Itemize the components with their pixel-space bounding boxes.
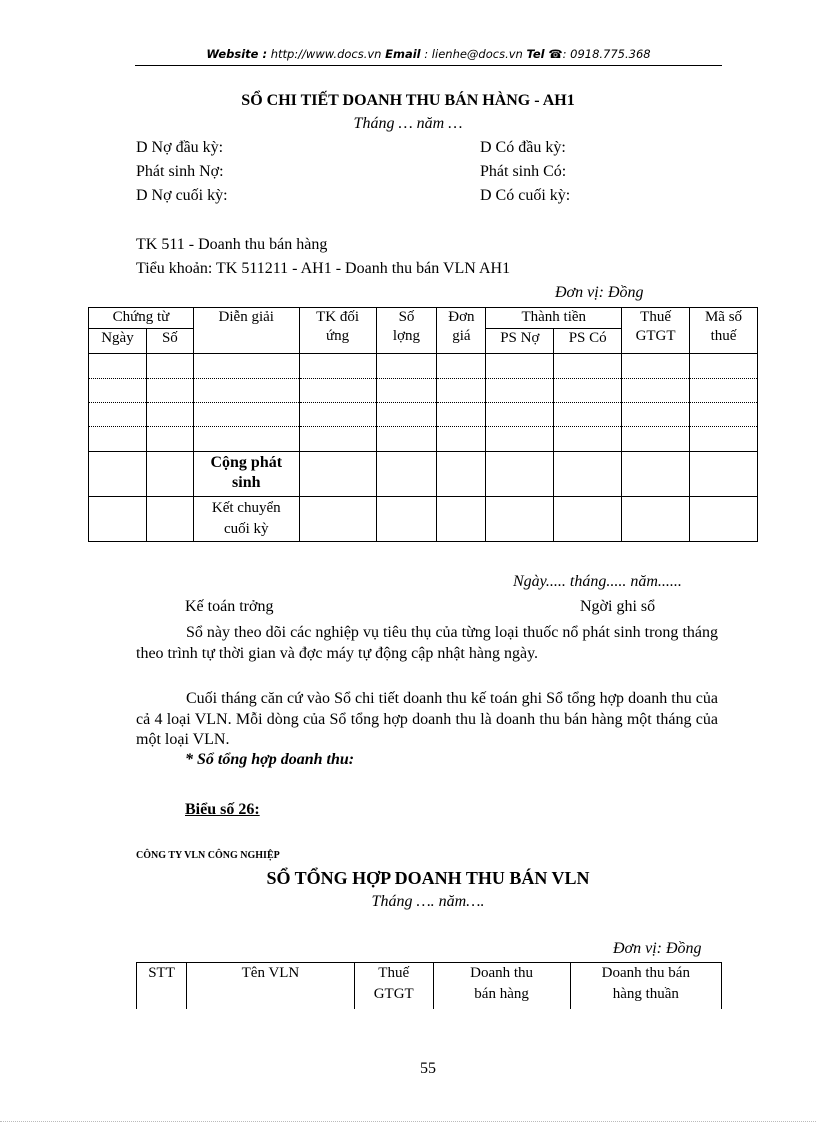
page-number: 55	[420, 1060, 436, 1077]
company-name: CÔNG TY VLN CÔNG NGHIỆP	[136, 850, 280, 861]
summary-title: SỔ TỔNG HỢP DOANH THU BÁN VLN	[266, 868, 590, 888]
paragraph-1: Sổ này theo dõi các nghiệp vụ tiêu thụ của từng loại thuốc nổ phát sinh trong tháng theo trình tự thời gian và đợc máy tự động cập nhật hàng ngày.	[136, 624, 718, 662]
accountant-label: Kế toán trởng	[185, 598, 274, 615]
col-price: Đơn giá	[437, 308, 486, 354]
page-bottom-rule	[0, 1121, 816, 1122]
tel-value: : 0918.775.368	[562, 47, 651, 61]
col-vat: Thuế GTGT	[622, 308, 690, 354]
total-row	[89, 452, 758, 497]
opening-credit: D Có đầu kỳ:	[480, 139, 566, 156]
table-row	[89, 354, 758, 379]
col-account: TK đối ứng	[299, 308, 376, 354]
col-revenue: Doanh thu bán hàng	[433, 963, 570, 1009]
form-label: Biểu số 26:	[185, 801, 260, 818]
col-ps-debit: PS Nợ	[486, 329, 554, 354]
col-taxcode: Mã số thuế	[690, 308, 758, 354]
col-ps-credit: PS Có	[554, 329, 622, 354]
phone-icon: ☎	[548, 47, 563, 61]
summary-unit: Đơn vị: Đồng	[613, 940, 702, 957]
col-voucher: Chứng từ	[89, 308, 194, 329]
table-row	[89, 403, 758, 427]
arising-debit: Phát sinh Nợ:	[136, 163, 224, 180]
ledger-title: SỔ CHI TIẾT DOANH THU BÁN HÀNG - AH1	[241, 92, 575, 109]
opening-debit: D Nợ đầu kỳ:	[136, 139, 224, 156]
col-amount: Thành tiền	[486, 308, 622, 329]
col-net-revenue: Doanh thu bán hàng thuần	[570, 963, 721, 1009]
website-url[interactable]: http://www.docs.vn	[270, 47, 382, 61]
header-rule	[135, 65, 722, 66]
total-label: Cộng phát sinh	[193, 452, 299, 497]
col-date: Ngày	[89, 329, 147, 354]
signature-date: Ngày..... tháng..... năm......	[513, 573, 682, 590]
col-description: Diễn giải	[193, 308, 299, 354]
page-header	[135, 47, 722, 61]
carry-row	[89, 497, 758, 542]
table-row	[89, 427, 758, 452]
account-line: TK 511 - Doanh thu bán hàng	[136, 236, 328, 253]
col-quantity: Số lợng	[376, 308, 437, 354]
email-value[interactable]: : lienhe@docs.vn	[424, 47, 523, 61]
col-vat: Thuế GTGT	[354, 963, 433, 1009]
closing-debit: D Nợ cuối kỳ:	[136, 187, 228, 204]
ledger-table	[88, 307, 758, 542]
closing-credit: D Có cuối kỳ:	[480, 187, 571, 204]
unit-label: Đơn vị: Đồng	[555, 284, 644, 301]
summary-heading: * Sổ tổng hợp doanh thu:	[185, 751, 355, 768]
summary-table	[136, 962, 722, 1009]
subaccount-line: Tiểu khoản: TK 511211 - AH1 - Doanh thu bán VLN AH1	[136, 260, 511, 277]
recorder-label: Ngời ghi sổ	[580, 598, 656, 615]
col-name: Tên VLN	[187, 963, 355, 1009]
ledger-period: Tháng … năm …	[353, 115, 463, 132]
carry-label: Kết chuyển cuối kỳ	[193, 497, 299, 542]
col-stt: STT	[137, 963, 187, 1009]
table-row	[89, 379, 758, 403]
summary-period: Tháng …. năm….	[371, 893, 485, 910]
website-label: Website :	[206, 47, 268, 61]
tel-label: Tel	[526, 47, 545, 61]
email-label: Email	[385, 47, 421, 61]
paragraph-2: Cuối tháng căn cứ vào Sổ chi tiết doanh thu kế toán ghi Sổ tổng hợp doanh thu của cả 4 loại VLN. Mỗi dòng của Sổ tổng hợp doanh thu là doanh thu bán hàng một tháng của một loại VLN.	[136, 690, 718, 748]
col-number: Số	[146, 329, 193, 354]
arising-credit: Phát sinh Có:	[480, 163, 567, 180]
